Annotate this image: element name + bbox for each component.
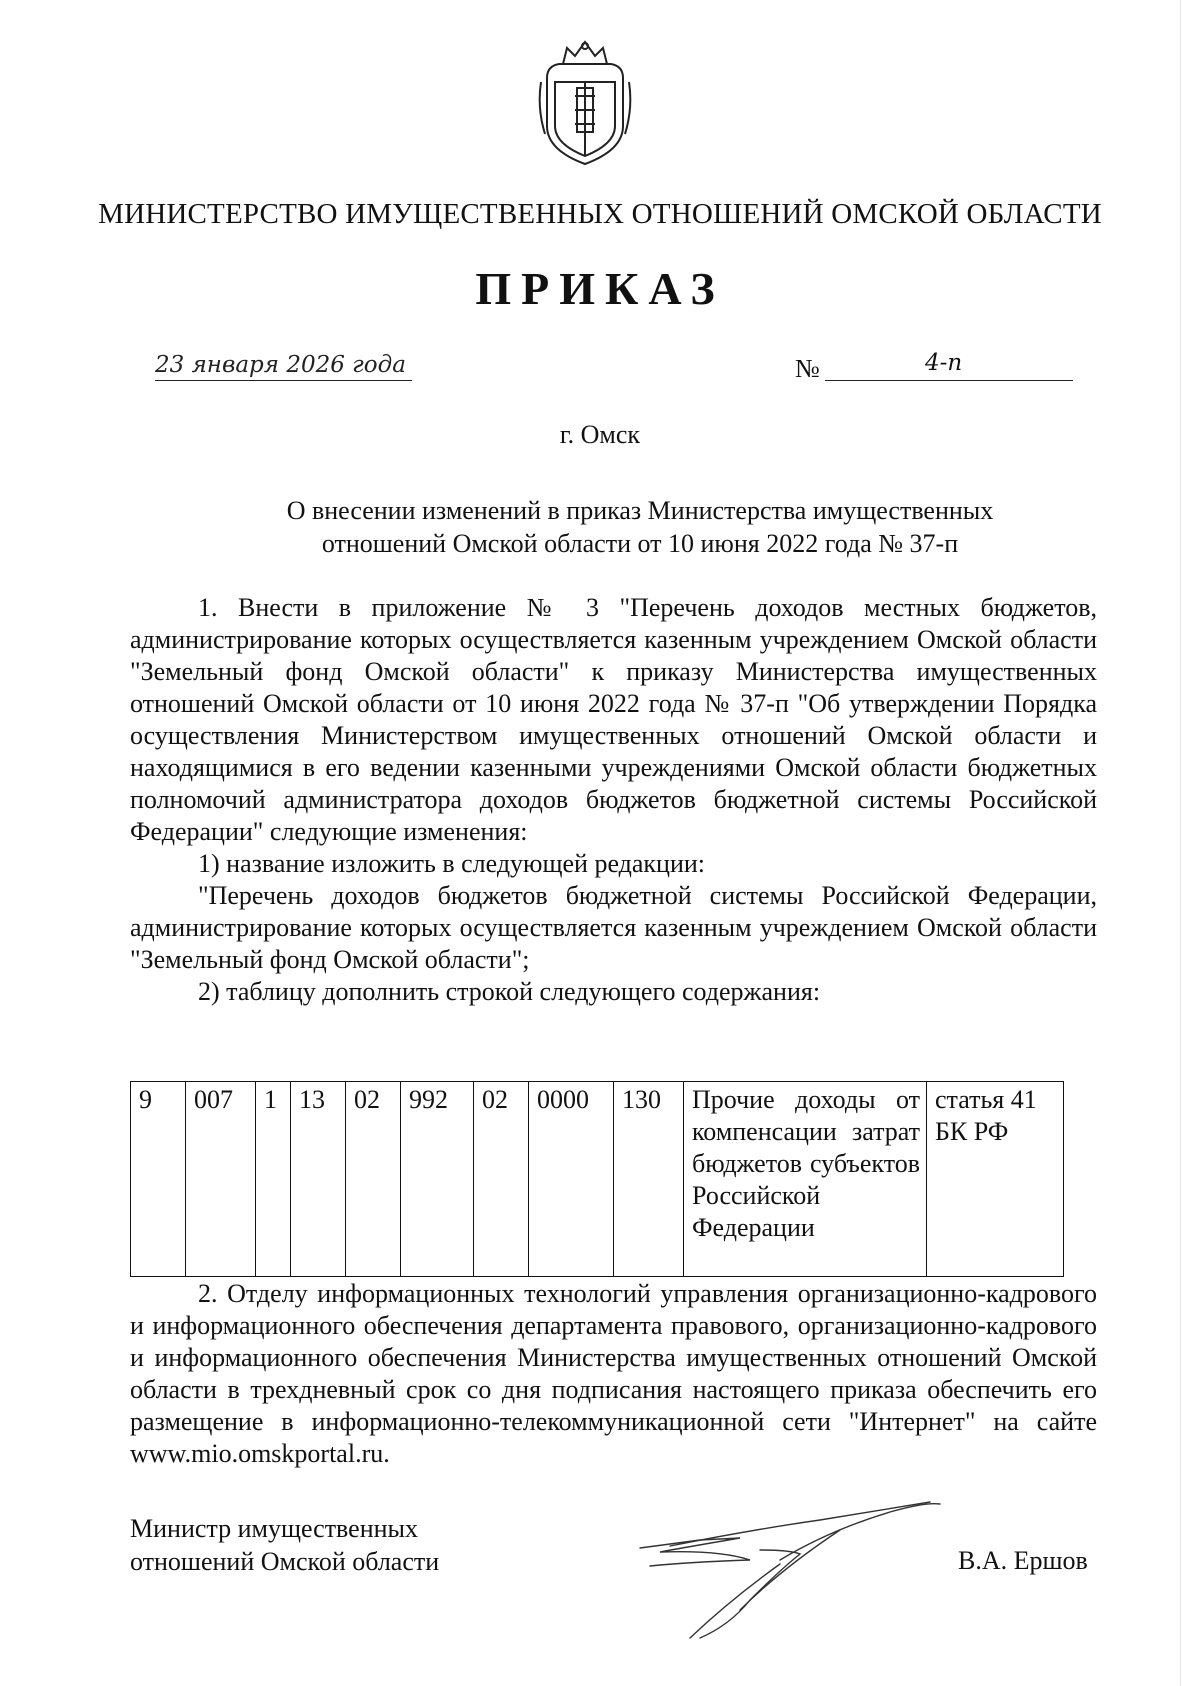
signatory-name: В.А. Ершов (958, 1546, 1088, 1575)
table-cell: 992 (401, 1082, 474, 1277)
table-cell: 130 (614, 1082, 684, 1277)
number-underline (825, 380, 1073, 381)
handwritten-number: 4-п (925, 350, 963, 376)
table-cell: 0000 (529, 1082, 614, 1277)
section-2 (130, 1278, 1097, 1470)
document-type-title: ПРИКАЗ (475, 263, 725, 314)
scan-edge-line (1180, 0, 1181, 1686)
section-1 (130, 592, 1097, 1008)
table-cell: 02 (474, 1082, 529, 1277)
number-label: № (795, 354, 820, 383)
table-cell: 13 (291, 1082, 346, 1277)
section-1-intro: 1. Внести в приложение № 3 "Перечень доходов местных бюджетов, администрирование которых осуществляется казенным учреждением Омской области "Земельный фонд Омской области" к приказу Министерства имущественных отношений Омской области от 10 июня 2022 года № 37-п "Об утверждении Порядка осуществления Министерством имущественных отношений Омской области и находящимися в его ведении казенными учреждениями Омской области бюджетных полномочий администратора доходов бюджетов бюджетной системы Российской Федерации" следующие изменения: (130, 593, 1097, 846)
order-subject (180, 494, 1100, 560)
section-1-item-2: 2) таблицу дополнить строкой следующего содержания: (198, 977, 821, 1006)
signatory-position-line-1: Министр имущественных (130, 1514, 419, 1543)
omsk-coat-of-arms-icon (535, 38, 635, 168)
table-cell-description: Прочие доходы от компенсации затрат бюджетов субъектов Российской Федерации (684, 1082, 927, 1277)
table-row (131, 1082, 1064, 1277)
subject-line-2: отношений Омской области от 10 июня 2022 года № 37-п (321, 529, 959, 558)
handwritten-signature-icon (630, 1490, 960, 1640)
section-1-item-1: 1) название изложить в следующей редакции: (198, 849, 706, 878)
handwritten-date: 23 января 2026 года (155, 352, 412, 381)
table-cell: 1 (256, 1082, 291, 1277)
city: г. Омск (559, 420, 641, 449)
table-cell: 007 (186, 1082, 256, 1277)
signatory-position-line-2: отношений Омской области (130, 1547, 440, 1576)
ministry-title: МИНИСТЕРСТВО ИМУЩЕСТВЕННЫХ ОТНОШЕНИЙ ОМСКОЙ ОБЛАСТИ (98, 198, 1102, 230)
section-2-text: 2. Отделу информационных технологий управления организационно-кадрового и информационного обеспечения департамента правового, организационно-кадрового и информационного обеспечения Министерства имущественных отношений Омской области в трехдневный срок со дня подписания настоящего приказа обеспечить его размещение в информационно-телекоммуникационной сети "Интернет" на сайте www.mio.omskportal.ru. (130, 1279, 1097, 1468)
signatory-position (130, 1512, 439, 1578)
subject-line-1: О внесении изменений в приказ Министерства имущественных (286, 496, 994, 525)
table-cell: 02 (346, 1082, 401, 1277)
table-cell: 9 (131, 1082, 186, 1277)
section-1-item-1-text: "Перечень доходов бюджетов бюджетной системы Российской Федерации, администрирование которых осуществляется казенным учреждением Омской области "Земельный фонд Омской области"; (130, 881, 1097, 974)
table-cell-legal-basis: статья 41 БК РФ (927, 1082, 1064, 1277)
amendment-table (130, 1081, 1064, 1277)
